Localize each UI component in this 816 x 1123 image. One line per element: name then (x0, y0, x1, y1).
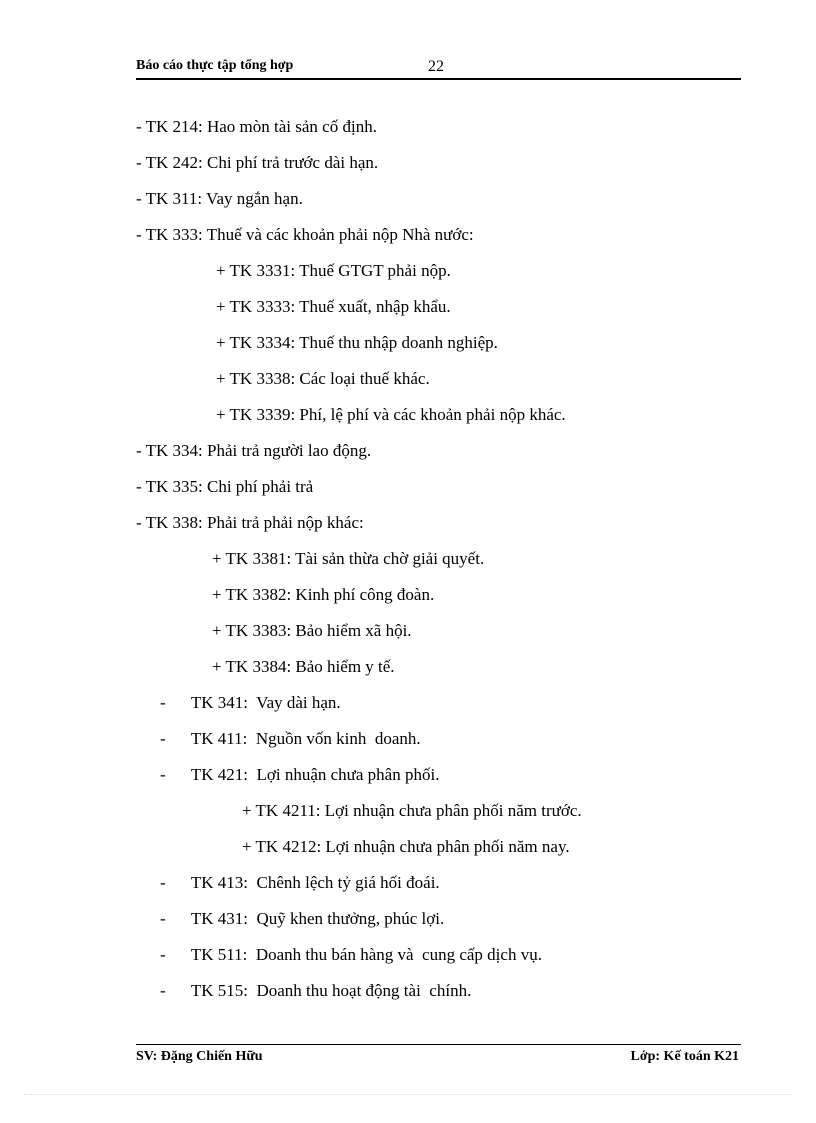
list-item: + TK 3334: Thuế thu nhập doanh nghiệp. (216, 333, 498, 352)
list-item: + TK 3331: Thuế GTGT phải nộp. (216, 261, 451, 280)
list-item: + TK 3381: Tài sản thừa chờ giải quyết. (212, 549, 485, 568)
header-title: Báo cáo thực tập tổng hợp (136, 58, 294, 73)
list-item: - TK 511: Doanh thu bán hàng và cung cấp dịch vụ. (160, 945, 542, 964)
class-name: Lớp: Kế toán K21 (630, 1049, 739, 1064)
list-item: - TK 411: Nguồn vốn kinh doanh. (160, 729, 421, 748)
list-item: - TK 431: Quỹ khen thưởng, phúc lợi. (160, 909, 445, 928)
list-item: + TK 3383: Bảo hiểm xã hội. (212, 621, 412, 640)
list-item: - TK 334: Phải trả người lao động. (136, 441, 372, 460)
list-item: + TK 3333: Thuế xuất, nhập khẩu. (216, 297, 451, 316)
list-item: - TK 515: Doanh thu hoạt động tài chính. (160, 981, 472, 1000)
list-item: + TK 3384: Bảo hiểm y tế. (212, 657, 395, 676)
student-name: SV: Đặng Chiến Hữu (136, 1049, 263, 1064)
page-footer (136, 1044, 741, 1067)
list-item: - TK 242: Chi phí trả trước dài hạn. (136, 153, 379, 172)
list-item: + TK 3338: Các loại thuế khác. (216, 369, 430, 388)
list-item: + TK 3382: Kinh phí công đoàn. (212, 585, 435, 604)
page-edge-divider (24, 1094, 792, 1095)
list-item: + TK 4211: Lợi nhuận chưa phân phối năm trước. (242, 801, 582, 820)
page-header (136, 58, 741, 80)
list-item: - TK 214: Hao mòn tài sản cố định. (136, 117, 377, 136)
list-item: - TK 421: Lợi nhuận chưa phân phối. (160, 765, 440, 784)
list-item: - TK 413: Chênh lệch tỷ giá hối đoái. (160, 873, 440, 892)
list-item: - TK 335: Chi phí phải trả (136, 477, 314, 496)
list-item: - TK 341: Vay dài hạn. (160, 693, 341, 712)
list-item: - TK 338: Phải trả phải nộp khác: (136, 513, 364, 532)
list-item: - TK 333: Thuế và các khoản phải nộp Nhà nước: (136, 225, 474, 244)
list-item: + TK 4212: Lợi nhuận chưa phân phối năm nay. (242, 837, 570, 856)
list-item: + TK 3339: Phí, lệ phí và các khoản phải nộp khác. (216, 405, 566, 424)
page-number: 22 (428, 58, 444, 75)
list-item: - TK 311: Vay ngắn hạn. (136, 189, 303, 208)
